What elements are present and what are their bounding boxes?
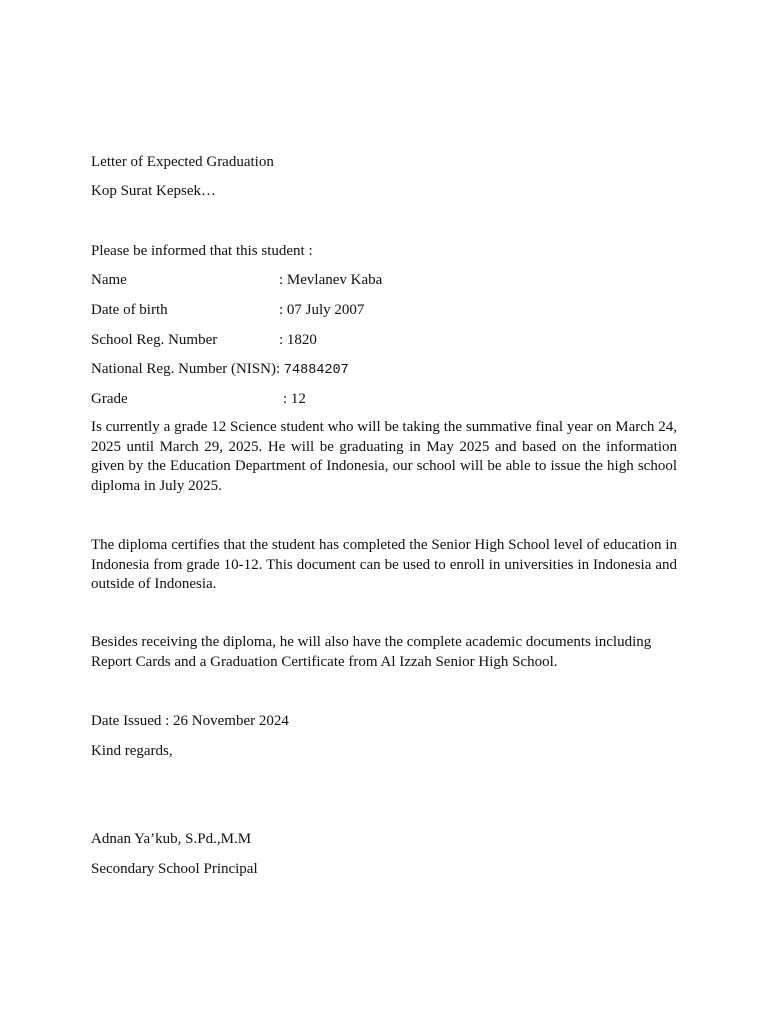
paragraph-documents: Besides receiving the diploma, he will also have the complete academic documents including Report Cards and a Graduation Certificate from Al Izzah Senior High School. [91,634,652,670]
signatory-name: Adnan Ya’kub, S.Pd.,M.M [91,831,252,847]
signatory-title: Secondary School Principal [91,861,258,877]
field-value-name: : Mevlanev Kaba [279,272,383,288]
closing: Kind regards, [91,743,173,759]
field-label-grade: Grade [91,391,128,407]
field-label-nisn: National Reg. Number (NISN) [91,361,276,377]
field-value-school-reg: : 1820 [279,332,317,348]
field-value-grade: : 12 [283,391,306,407]
field-value-nisn [276,359,349,381]
letter-title: Letter of Expected Graduation [91,154,274,170]
field-label-school-reg: School Reg. Number [91,332,218,348]
field-value-nisn-prefix: : [276,361,284,377]
field-label-date-of-birth: Date of birth [91,302,168,318]
paragraph-status: Is currently a grade 12 Science student who will be taking the summative final year on March 24, 2025 until March 29, 2025. He will be graduating in May 2025 and based on the information given by the Education Department of Indonesia, our school will be able to issue the high school diploma in July 2025. [91,419,677,494]
paragraph-diploma: The diploma certifies that the student has completed the Senior High School level of education in Indonesia from grade 10-12. This document can be used to enroll in universities in Indonesia and outside of Indonesia. [91,537,677,592]
field-value-date-of-birth: : 07 July 2007 [279,302,365,318]
field-label-name: Name [91,272,127,288]
field-value-nisn-number: 74884207 [283,363,349,378]
intro-text: Please be informed that this student : [91,243,313,259]
letterhead-placeholder: Kop Surat Kepsek… [91,183,216,199]
date-issued: Date Issued : 26 November 2024 [91,713,289,729]
